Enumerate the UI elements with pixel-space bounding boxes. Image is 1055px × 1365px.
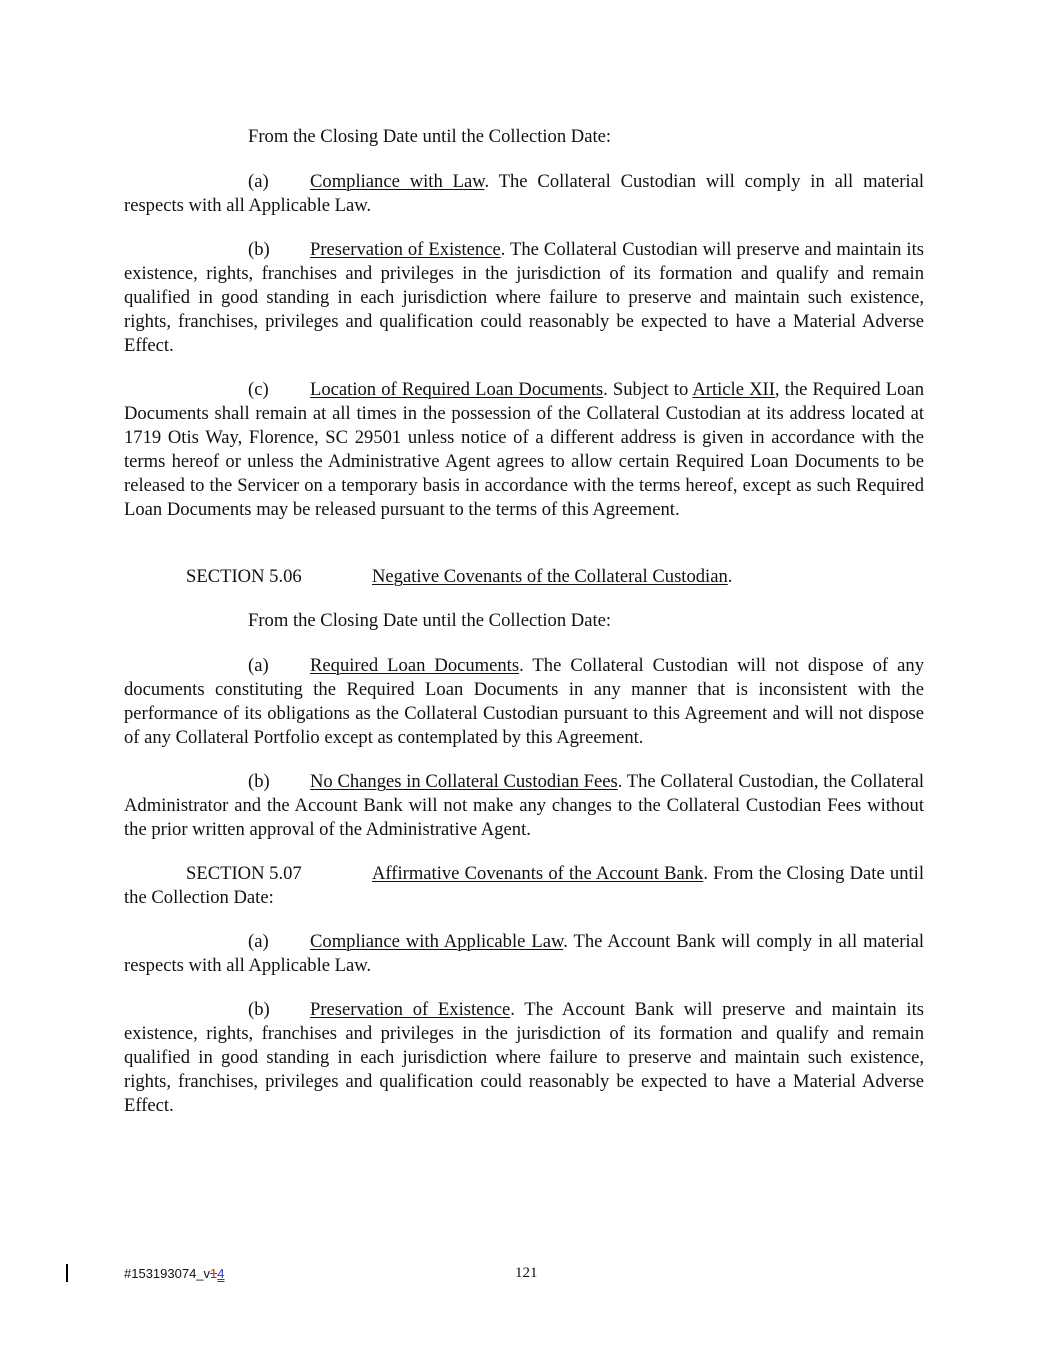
item-text: . The Collateral Custodian will comply in all material respects with all Applicable Law.: [124, 171, 924, 216]
item-heading: Compliance with Law: [310, 171, 485, 192]
section-title: Negative Covenants of the Collateral Custodian: [372, 566, 728, 587]
item-label: (c): [248, 379, 269, 400]
doc-id-prefix: #153193074_v: [124, 1266, 211, 1281]
item-text: . The Collateral Custodian will not dispose of any documents constituting the Required Loan Documents in any manner that is inconsistent with the performance of its obligations as the Collateral Custodian pursuant to this Agreement and will not dispose of any Collateral Portfolio except as contemplated by this Agreement.: [124, 655, 924, 748]
section-heading-506: [124, 565, 924, 589]
paragraph-506-a: [124, 654, 924, 750]
item-heading: Location of Required Loan Documents: [310, 379, 604, 400]
intro-text: From the Closing Date until the Collection Date:: [248, 610, 612, 631]
item-label: (b): [248, 239, 270, 260]
item-label: (a): [248, 171, 269, 192]
item-text: . The Collateral Custodian, the Collateral Administrator and the Account Bank will not make any changes to the Collateral Custodian Fees without the prior written approval of the Administrative Agent.: [124, 771, 924, 840]
intro-text: From the Closing Date until the Collection Date:: [248, 126, 612, 147]
document-id: [124, 1266, 225, 1281]
section-title-period: .: [727, 566, 733, 587]
item-heading: Compliance with Applicable Law: [310, 931, 564, 952]
item-label: (b): [248, 771, 270, 792]
item-heading: Preservation of Existence: [310, 239, 501, 260]
paragraph-507-b: [124, 998, 924, 1118]
paragraph-505-c: [124, 378, 924, 522]
page-number: 121: [515, 1265, 538, 1281]
item-heading: Required Loan Documents: [310, 655, 520, 676]
intro-paragraph: [124, 125, 924, 149]
item-heading: No Changes in Collateral Custodian Fees: [310, 771, 618, 792]
item-text: . Subject to: [603, 379, 693, 400]
intro-paragraph-2: [124, 609, 924, 633]
section-title: Affirmative Covenants of the Account Bank: [372, 863, 704, 884]
section-text: . From the Closing Date until the Collection Date:: [124, 863, 924, 908]
item-text: . The Account Bank will comply in all material respects with all Applicable Law.: [124, 931, 924, 976]
item-label: (b): [248, 999, 270, 1020]
item-text: . The Collateral Custodian will preserve and maintain its existence, rights, franchises and privileges in the jurisdiction of its formation and qualify and remain qualified in good standing in each jurisdiction where failure to preserve and maintain such existence, rights, franchises, privileges and qualification could reasonably be expected to have a Material Adverse Effect.: [124, 239, 924, 356]
section-number: SECTION 5.06: [186, 566, 302, 587]
item-heading: Preservation of Existence: [310, 999, 511, 1020]
item-text: , the Required Loan Documents shall remain at all times in the possession of the Collateral Custodian at its address located at 1719 Otis Way, Florence, SC 29501 unless notice of a different address is given in accordance with the terms hereof or unless the Administrative Agent agrees to allow certain Required Loan Documents to be released to the Servicer on a temporary basis in accordance with the terms hereof, except as such Required Loan Documents may be released pursuant to the terms of this Agreement.: [124, 379, 924, 520]
inserted-version: 4: [217, 1266, 225, 1281]
item-label: (a): [248, 655, 269, 676]
paragraph-506-b: [124, 770, 924, 842]
revision-change-bar: [66, 1264, 68, 1282]
deleted-version: 1: [210, 1266, 218, 1281]
paragraph-505-a: [124, 170, 924, 218]
paragraph-507-a: [124, 930, 924, 978]
item-label: (a): [248, 931, 269, 952]
paragraph-505-b: [124, 238, 924, 358]
cross-reference-article-xii: Article XII: [692, 379, 775, 400]
section-heading-507: [124, 862, 924, 910]
item-text: . The Account Bank will preserve and maintain its existence, rights, franchises and privileges in the jurisdiction of its formation and qualify and remain qualified in good standing in each jurisdiction where failure to preserve and maintain such existence, rights, franchises, privileges and qualification could reasonably be expected to have a Material Adverse Effect.: [124, 999, 924, 1116]
section-number: SECTION 5.07: [186, 863, 302, 884]
